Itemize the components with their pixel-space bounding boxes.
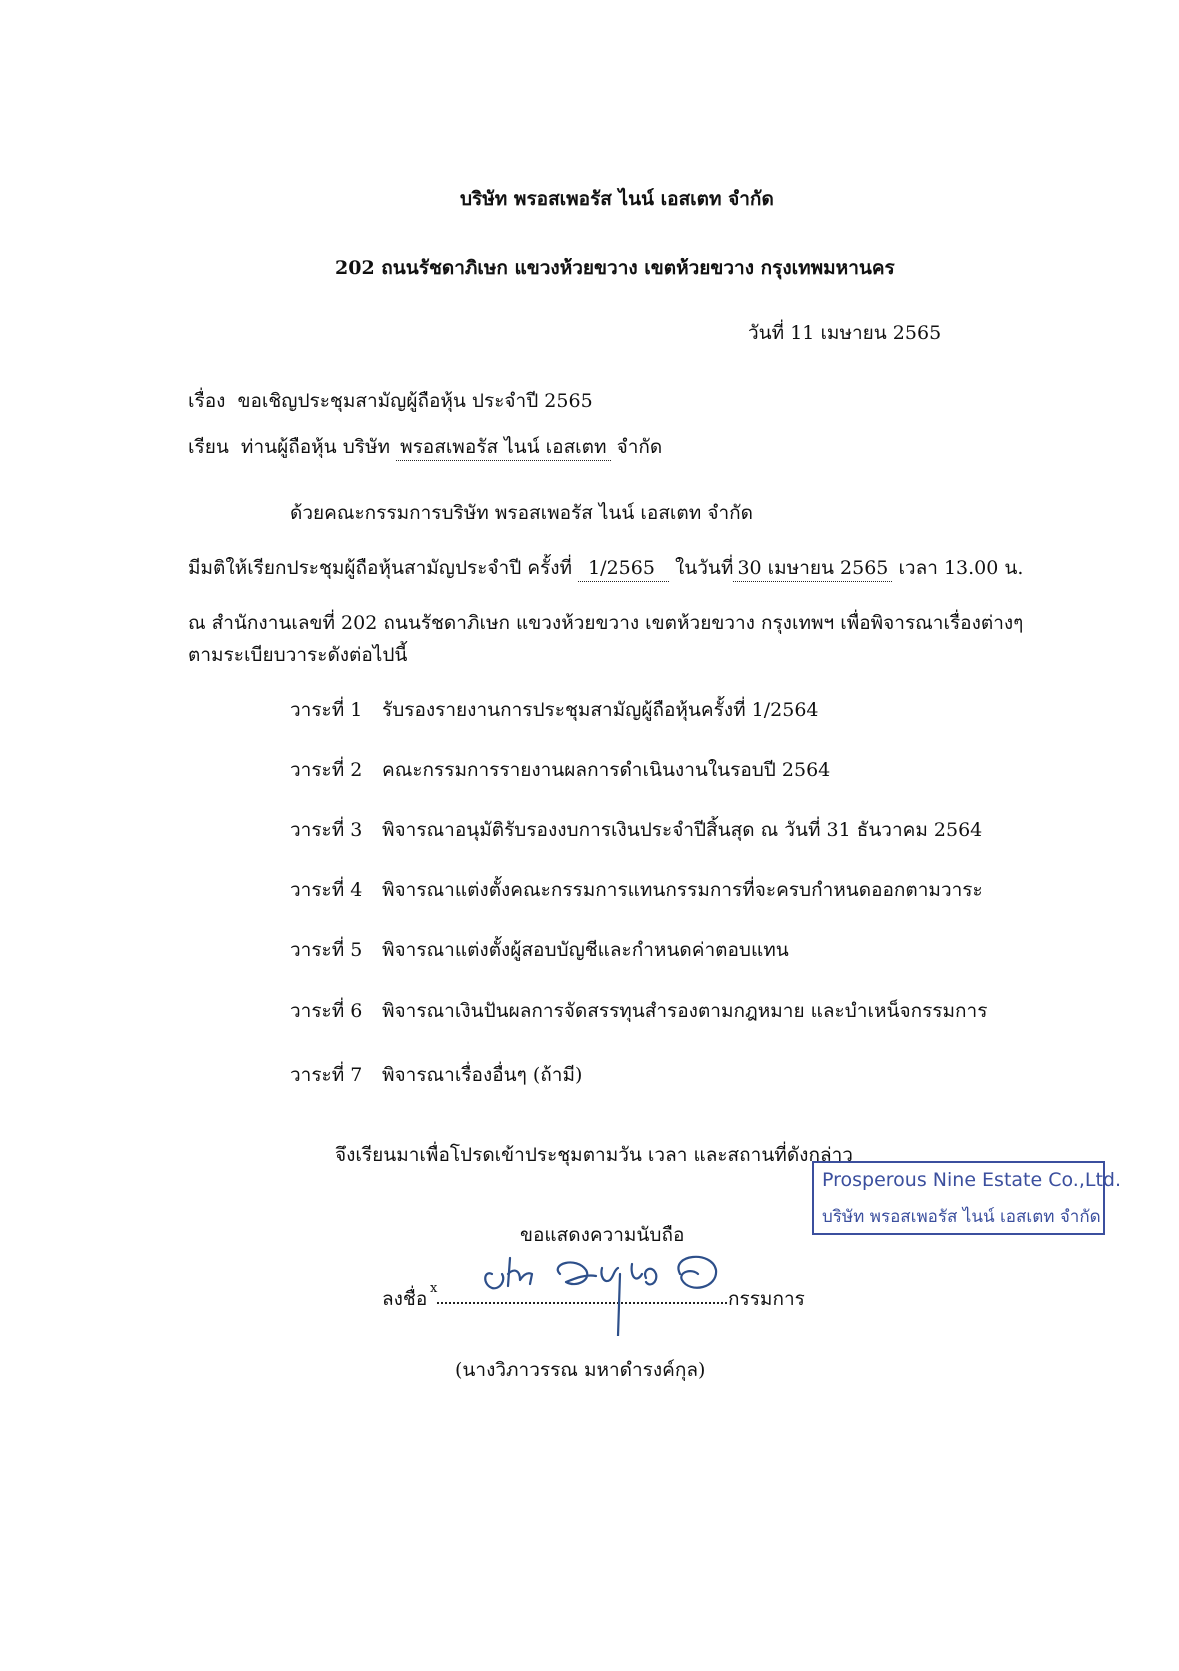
stamp-english: Prosperous Nine Estate Co.,Ltd. [822,1169,1121,1191]
agenda-number: วาระที่ 4 [290,879,363,901]
agenda-number: วาระที่ 2 [290,759,363,781]
signer-name: (นางวิภาวรรณ มหาดำรงค์กุล) [455,1359,706,1381]
body-line-4: ตามระเบียบวาระดังต่อไปนี้ [188,644,408,666]
meeting-number: 1/2565 [578,555,669,582]
sign-label: ลงชื่อ [382,1288,428,1310]
company-stamp [812,1161,1121,1235]
body-line-3: ณ สำนักงานเลขที่ 202 ถนนรัชดาภิเษก แขวงห้วยขวาง เขตห้วยขวาง กรุงเทพฯ เพื่อพิจารณาเรื่องต่างๆ [188,612,1024,634]
agenda-text: พิจารณาเรื่องอื่นๆ (ถ้ามี) [382,1064,583,1086]
subject-label: เรื่อง [188,390,226,412]
agenda-number: วาระที่ 3 [290,819,363,841]
agenda-text: พิจารณาแต่งตั้งคณะกรรมการแทนกรรมการที่จะครบกำหนดออกตามวาระ [382,879,983,901]
body-line-1: ด้วยคณะกรรมการบริษัท พรอสเพอรัส ไนน์ เอสเตท จำกัด [290,502,753,524]
meeting-date: 30 เมษายน 2565 [733,555,892,582]
stamp-thai: บริษัท พรอสเพอรัส ไนน์ เอสเตท จำกัด [822,1207,1101,1227]
recipient-company: พรอสเพอรัส ไนน์ เอสเตท [396,434,610,461]
agenda-text: รับรองรายงานการประชุมสามัญผู้ถือหุ้นครั้งที่ 1/2564 [382,699,819,721]
recipient-prefix: ท่านผู้ถือหุ้น บริษัท [240,436,391,458]
recipient-suffix: จำกัด [616,436,663,458]
sign-title: กรรมการ [728,1288,805,1310]
agenda-number: วาระที่ 5 [290,939,363,961]
letter-date: วันที่ 11 เมษายน 2565 [748,322,942,344]
company-name: บริษัท พรอสเพอรัส ไนน์ เอสเตท จำกัด [460,188,774,210]
agenda-text: พิจารณาแต่งตั้งผู้สอบบัญชีและกำหนดค่าตอบแทน [382,939,789,961]
agenda-text: คณะกรรมการรายงานผลการดำเนินงานในรอบปี 2564 [382,759,831,781]
agenda-number: วาระที่ 1 [290,699,363,721]
closing-invite: จึงเรียนมาเพื่อโปรดเข้าประชุมตามวัน เวลา และสถานที่ดังกล่าว [335,1144,853,1166]
agenda-number: วาระที่ 6 [290,1000,363,1022]
agenda-text: พิจารณาเงินปันผลการจัดสรรทุนสำรองตามกฎหมาย และบำเหน็จกรรมการ [382,1000,988,1022]
meeting-intro: มีมติให้เรียกประชุมผู้ถือหุ้นสามัญประจำปี ครั้งที่ [188,557,573,579]
recipient-line [188,434,662,461]
agenda-number: วาระที่ 7 [290,1064,363,1086]
recipient-label: เรียน [188,436,229,458]
body-line-2 [188,555,1023,582]
closing-regards: ขอแสดงความนับถือ [520,1224,685,1246]
agenda-text: พิจารณาอนุมัติรับรองงบการเงินประจำปีสิ้นสุด ณ วันที่ 31 ธันวาคม 2564 [382,819,983,841]
company-address: 202 ถนนรัชดาภิเษก แขวงห้วยขวาง เขตห้วยขวาง กรุงเทพมหานคร [335,257,895,279]
subject-line [188,388,593,414]
meeting-date-label: ในวันที่ [674,557,734,579]
sign-mark: x [430,1281,438,1296]
subject-text: ขอเชิญประชุมสามัญผู้ถือหุ้น ประจำปี 2565 [237,390,593,412]
meeting-time: เวลา 13.00 น. [898,557,1024,579]
handwritten-signature [480,1244,740,1336]
